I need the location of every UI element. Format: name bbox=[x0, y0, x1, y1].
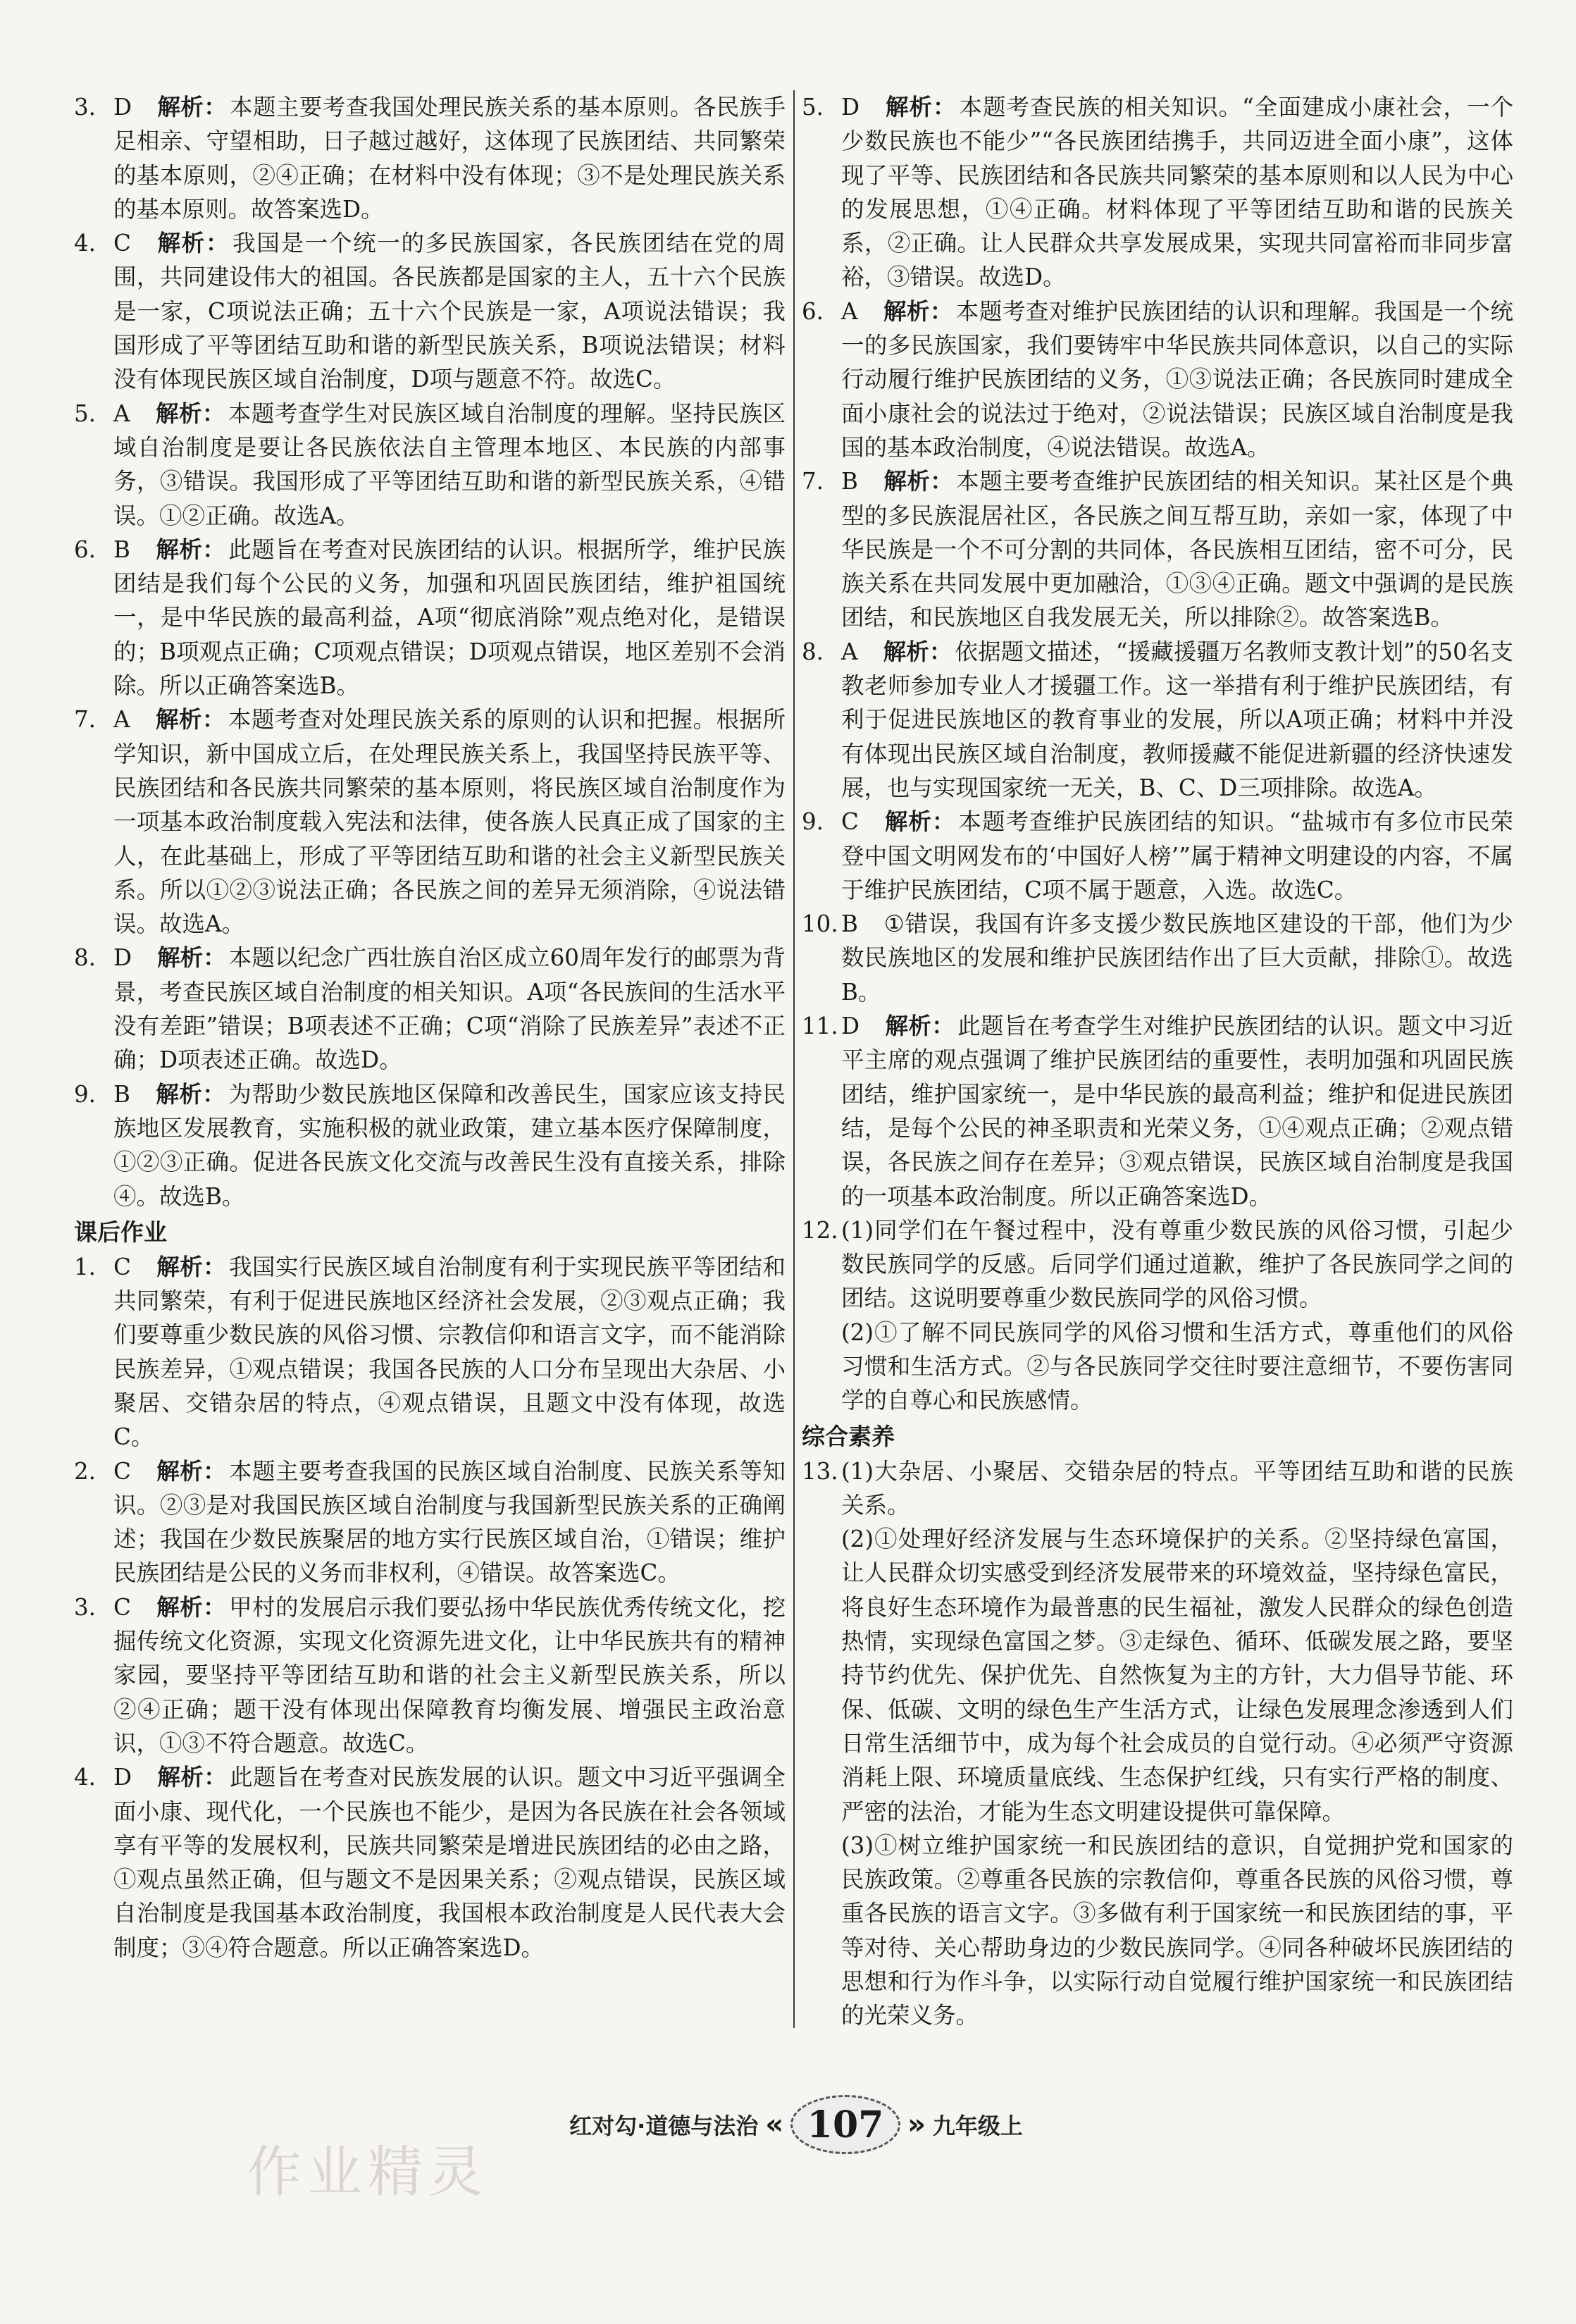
column-divider bbox=[793, 90, 795, 2028]
right-column bbox=[802, 90, 1513, 2033]
analysis-label: 解析： bbox=[156, 1457, 227, 1485]
analysis-text: 我国是一个统一的多民族国家，各民族团结在党的周围，共同建设伟大的祖国。各民族都是国家的主人，五十六个民族是一家，C项说法正确；五十六个民族是一家，A项说法错误；我国形成了平等团结互助和谐的新型民族关系，B项说法错误；材料没有体现民族区域自治制度，D项与题意不符。故选C。 bbox=[113, 230, 786, 393]
analysis-label: 解析： bbox=[157, 1764, 228, 1791]
analysis-label: 解析： bbox=[156, 1593, 227, 1621]
book-series-title: 红对勾·道德与法治 bbox=[569, 2113, 759, 2139]
page-footer bbox=[430, 2093, 1162, 2156]
analysis-label: 解析： bbox=[156, 230, 230, 257]
answer-letter: A bbox=[841, 638, 858, 665]
question-number: 7. bbox=[802, 468, 824, 495]
answer-item bbox=[74, 1077, 786, 1213]
answer-letter: B bbox=[113, 536, 130, 563]
analysis-text: 本题主要考查维护民族团结的相关知识。某社区是个典型的多民族混居社区，各民族之间互帮互助，亲如一家，体现了中华民族是一个不可分割的共同体，各民族相互团结，密不可分，民族关系在共同发展中更加融洽，①③④正确。题文中强调的是民族团结，和民族地区自我发展无关，所以排除②。故答案选B。 bbox=[841, 468, 1513, 631]
answer-subpart: (1)大杂居、小聚居、交错杂居的特点。平等团结互助和谐的民族关系。 bbox=[841, 1457, 1513, 1519]
answer-subpart: (3)①树立维护国家统一和民族团结的意识，自觉拥护党和国家的民族政策。②尊重各民族的宗教信仰，尊重各民族的风俗习惯，尊重各民族的语言文字。③多做有利于国家统一和民族团结的事，平等对待、关心帮助身边的少数民族同学。④同各种破坏民族团结的思想和行为作斗争，以实际行动自觉履行维护国家统一和民族团结的光荣义务。 bbox=[841, 1831, 1513, 2029]
answer-letter: C bbox=[113, 1593, 131, 1621]
question-number: 13. bbox=[802, 1457, 838, 1485]
answer-letter: A bbox=[113, 706, 130, 734]
analysis-text: 本题考查学生对民族区域自治制度的理解。坚持民族区域自治制度是要让各民族依法自主管理本地区、本民族的内部事务，③错误。我国形成了平等团结互助和谐的新型民族关系，④错误。①②正确。故选A。 bbox=[113, 400, 786, 529]
question-number: 8. bbox=[802, 638, 824, 665]
answer-letter: D bbox=[113, 94, 132, 120]
analysis-label: 解析： bbox=[885, 94, 957, 120]
analysis-label: 解析： bbox=[883, 468, 954, 495]
answer-item bbox=[802, 295, 1513, 464]
analysis-text: 依据题文描述，“援藏援疆万名教师支教计划”的50名支教老师参加专业人才援疆工作。这一举措有利于维护民族团结，有利于促进民族地区的教育事业的发展，所以A项正确；材料中并没有体现出民族区域自治制度，教师援藏不能促进新疆的经济快速发展，也与实现国家统一无关，B、C、D三项排除。故选A。 bbox=[841, 638, 1513, 801]
analysis-text: 本题主要考查我国处理民族关系的基本原则。各民族手足相亲、守望相助，日子越过越好，这体现了民族团结、共同繁荣的基本原则，②④正确；在材料中没有体现；③不是处理民族关系的基本原则。故答案选D。 bbox=[113, 94, 786, 223]
question-number: 8. bbox=[74, 944, 97, 972]
analysis-text: 本题考查维护民族团结的知识。“盐城市有多位市民荣登中国文明网发布的‘中国好人榜’”属于精神文明建设的内容，不属于维护民族团结，C项不属于题意，入选。故选C。 bbox=[841, 808, 1513, 903]
analysis-text: 本题以纪念广西壮族自治区成立60周年发行的邮票为背景，考查民族区域自治制度的相关知识。A项“各民族间的生活水平没有差距”错误；B项表述不正确；C项“消除了民族差异”表述不正确；D项表述正确。故选D。 bbox=[113, 944, 786, 1074]
answer-item bbox=[74, 1760, 786, 1965]
answer-letter: D bbox=[113, 1764, 132, 1791]
question-number: 1. bbox=[74, 1253, 97, 1280]
grade-label: 九年级上 bbox=[932, 2113, 1023, 2139]
answer-letter: C bbox=[113, 230, 131, 257]
answer-item bbox=[74, 1454, 786, 1590]
answer-letter: B bbox=[841, 468, 858, 495]
question-number: 4. bbox=[74, 230, 97, 257]
analysis-label: 解析： bbox=[155, 706, 225, 734]
section-heading: 课后作业 bbox=[74, 1218, 167, 1246]
question-number: 11. bbox=[802, 1013, 838, 1040]
answer-item bbox=[802, 464, 1513, 634]
answer-item bbox=[74, 533, 786, 703]
analysis-text: 为帮助少数民族地区保障和改善民生，国家应该支持民族地区发展教育，实施积极的就业政策，建立基本医疗保障制度，①②③正确。促进各民族文化交流与改善民生没有直接关系，排除④。故选B。 bbox=[113, 1080, 786, 1210]
answer-item bbox=[802, 1454, 1513, 2033]
question-number: 9. bbox=[74, 1080, 97, 1108]
answer-letter: A bbox=[841, 297, 858, 325]
analysis-label: 解析： bbox=[155, 1080, 226, 1108]
answer-letter: B bbox=[841, 910, 858, 938]
answer-item bbox=[802, 1213, 1513, 1418]
analysis-text: 此题旨在考查对民族团结的认识。根据所学，维护民族团结是我们每个公民的义务，加强和巩固民族团结，维护祖国统一，是中华民族的最高利益，A项“彻底消除”观点绝对化，是错误的；B项观点正确；C项观点错误；D项观点错误，地区差别不会消除。所以正确答案选B。 bbox=[113, 536, 786, 700]
page-number: 107 bbox=[790, 2095, 900, 2154]
analysis-label: 解析： bbox=[155, 400, 225, 427]
answer-letter: C bbox=[113, 1457, 131, 1485]
analysis-text: 此题旨在考查对民族发展的认识。题文中习近平强调全面小康、现代化，一个民族也不能少，是因为各民族在社会各领域享有平等的发展权利，民族共同繁荣是增进民族团结的必由之路，①观点虽然正确，但与题文不是因果关系；②观点错误，民族区域自治制度是我国基本政治制度，我国根本政治制度是人民代表大会制度；③④符合题意。所以正确答案选D。 bbox=[113, 1764, 786, 1961]
answer-letter: D bbox=[841, 94, 860, 120]
analysis-text: 本题考查对处理民族关系的原则的认识和把握。根据所学知识，新中国成立后，在处理民族关系上，我国坚持民族平等、民族团结和各民族共同繁荣的基本原则，将民族区域自治制度作为一项基本政治制度载入宪法和法律，使各族人民真正成了国家的主人，在此基础上，形成了平等团结互助和谐的社会主义新型民族关系。所以①②③说法正确；各民族之间的差异无须消除，④说法错误。故选A。 bbox=[113, 706, 786, 938]
analysis-label: 解析： bbox=[883, 808, 956, 836]
analysis-label: 解析： bbox=[883, 297, 953, 325]
answer-item bbox=[74, 226, 786, 396]
answer-item bbox=[74, 90, 786, 226]
question-number: 2. bbox=[74, 1457, 97, 1485]
analysis-text: 本题考查对维护民族团结的认识和理解。我国是一个统一的多民族国家，我们要铸牢中华民族共同体意识，以自己的实际行动履行维护民族团结的义务，①③说法正确；各民族同时建成全面小康社会的说法过于绝对，②说法错误；民族区域自治制度是我国的基本政治制度，④说法错误。故选A。 bbox=[841, 297, 1513, 461]
question-number: 6. bbox=[802, 297, 824, 325]
question-number: 3. bbox=[74, 94, 97, 120]
analysis-label: 解析： bbox=[885, 1013, 955, 1040]
answer-letter: C bbox=[841, 808, 859, 836]
answer-item bbox=[74, 397, 786, 533]
answer-item bbox=[802, 635, 1513, 805]
answer-subpart: (2)①处理好经济发展与生态环境保护的关系。②坚持绿色富国，让人民群众切实感受到经济发展带来的环境效益，坚持绿色富民，将良好生态环境作为最普惠的民生福祉，激发人民群众的绿色创造热情，实现绿色富国之梦。③走绿色、循环、低碳发展之路，要坚持节约优先、保护优先、自然恢复为主的方针，大力倡导节能、环保、低碳、文明的绿色生产生活方式，让绿色发展理念渗透到人们日常生活细节中，成为每个社会成员的自觉行动。④必须严守资源消耗上限、环境质量底线、生态保护红线，只有实行严格的制度、严密的法治，才能为生态文明建设提供可靠保障。 bbox=[841, 1526, 1513, 1825]
analysis-text: 甲村的发展启示我们要弘扬中华民族优秀传统文化，挖掘传统文化资源，实现文化资源先进文化，让中华民族共有的精神家园，要坚持平等团结互助和谐的社会主义新型民族关系，所以②④正确；题干没有体现出保障教育均衡发展、增强民主政治意识，①③不符合题意。故选C。 bbox=[113, 1593, 786, 1757]
answer-item bbox=[802, 90, 1513, 295]
answer-subpart: (2)①了解不同民族同学的风俗习惯和生活方式，尊重他们的风俗习惯和生活方式。②与各民族同学交往时要注意细节，不要伤害同学的自尊心和民族感情。 bbox=[841, 1318, 1513, 1414]
answer-letter: D bbox=[113, 944, 132, 972]
answer-item bbox=[74, 1590, 786, 1760]
footer-left-mark: « bbox=[765, 2108, 784, 2141]
answer-item bbox=[802, 805, 1513, 907]
analysis-text: 我国实行民族区域自治制度有利于实现民族平等团结和共同繁荣，有利于促进民族地区经济社会发展，②③观点正确；我们要尊重少数民族的风俗习惯、宗教信仰和语言文字，而不能消除民族差异，①观点错误；我国各民族的人口分布呈现出大杂居、小聚居、交错杂居的特点，④观点错误，且题文中没有体现，故选C。 bbox=[113, 1253, 786, 1451]
answer-item bbox=[802, 1009, 1513, 1213]
analysis-text: 本题主要考查我国的民族区域自治制度、民族关系等知识。②③是对我国民族区域自治制度与我国新型民族关系的正确阐述；我国在少数民族聚居的地方实行民族区域自治，①错误；维护民族团结是公民的义务而非权利，④错误。故答案选C。 bbox=[113, 1457, 786, 1587]
answer-item bbox=[74, 1250, 786, 1454]
question-number: 9. bbox=[802, 808, 824, 836]
question-number: 5. bbox=[74, 400, 97, 427]
answer-letter: C bbox=[113, 1253, 131, 1280]
analysis-text: 本题考查民族的相关知识。“全面建成小康社会，一个少数民族也不能少”“各民族团结携手，共同迈进全面小康”，这体现了平等、民族团结和各民族共同繁荣的基本原则和以人民为中心的发展思想，①④正确。材料体现了平等团结互助和谐的民族关系，②正确。让人民群众共享发展成果，实现共同富裕而非同步富裕，③错误。故选D。 bbox=[841, 94, 1513, 291]
analysis-text: ①错误，我国有许多支援少数民族地区建设的干部，他们为少数民族地区的发展和维护民族团结作出了巨大贡献，排除①。故选B。 bbox=[841, 910, 1513, 1006]
answer-letter: A bbox=[113, 400, 130, 427]
answer-letter: B bbox=[113, 1080, 130, 1108]
analysis-label: 解析： bbox=[883, 638, 953, 665]
watermark-text: 作业精灵 bbox=[247, 2141, 490, 2204]
analysis-label: 解析： bbox=[157, 94, 228, 120]
left-column bbox=[74, 90, 786, 1965]
analysis-label: 解析： bbox=[157, 944, 226, 972]
question-number: 6. bbox=[74, 536, 97, 563]
question-number: 10. bbox=[802, 910, 838, 938]
question-number: 5. bbox=[802, 94, 824, 120]
question-number: 7. bbox=[74, 706, 97, 734]
section-heading: 综合素养 bbox=[802, 1422, 895, 1450]
question-number: 3. bbox=[74, 1593, 97, 1621]
answer-item bbox=[802, 907, 1513, 1009]
analysis-label: 解析： bbox=[156, 1253, 227, 1280]
analysis-label: 解析： bbox=[155, 536, 226, 563]
question-number: 4. bbox=[74, 1764, 97, 1791]
question-number: 12. bbox=[802, 1216, 838, 1244]
answer-subpart: (1)同学们在午餐过程中，没有尊重少数民族的风俗习惯，引起少数民族同学的反感。后同学们通过道歉，维护了各民族同学之间的团结。这说明要尊重少数民族同学的风俗习惯。 bbox=[841, 1216, 1513, 1312]
answer-letter: D bbox=[841, 1013, 860, 1040]
answer-item bbox=[74, 941, 786, 1077]
footer-right-mark: » bbox=[907, 2108, 926, 2141]
analysis-text: 此题旨在考查学生对维护民族团结的认识。题文中习近平主席的观点强调了维护民族团结的重要性，表明加强和巩固民族团结，维护国家统一，是中华民族的最高利益；维护和促进民族团结，是每个公民的神圣职责和光荣义务，①④观点正确；②观点错误，各民族之间存在差异；③观点错误，民族区域自治制度是我国的一项基本政治制度。所以正确答案选D。 bbox=[841, 1013, 1513, 1210]
answer-item bbox=[74, 703, 786, 941]
